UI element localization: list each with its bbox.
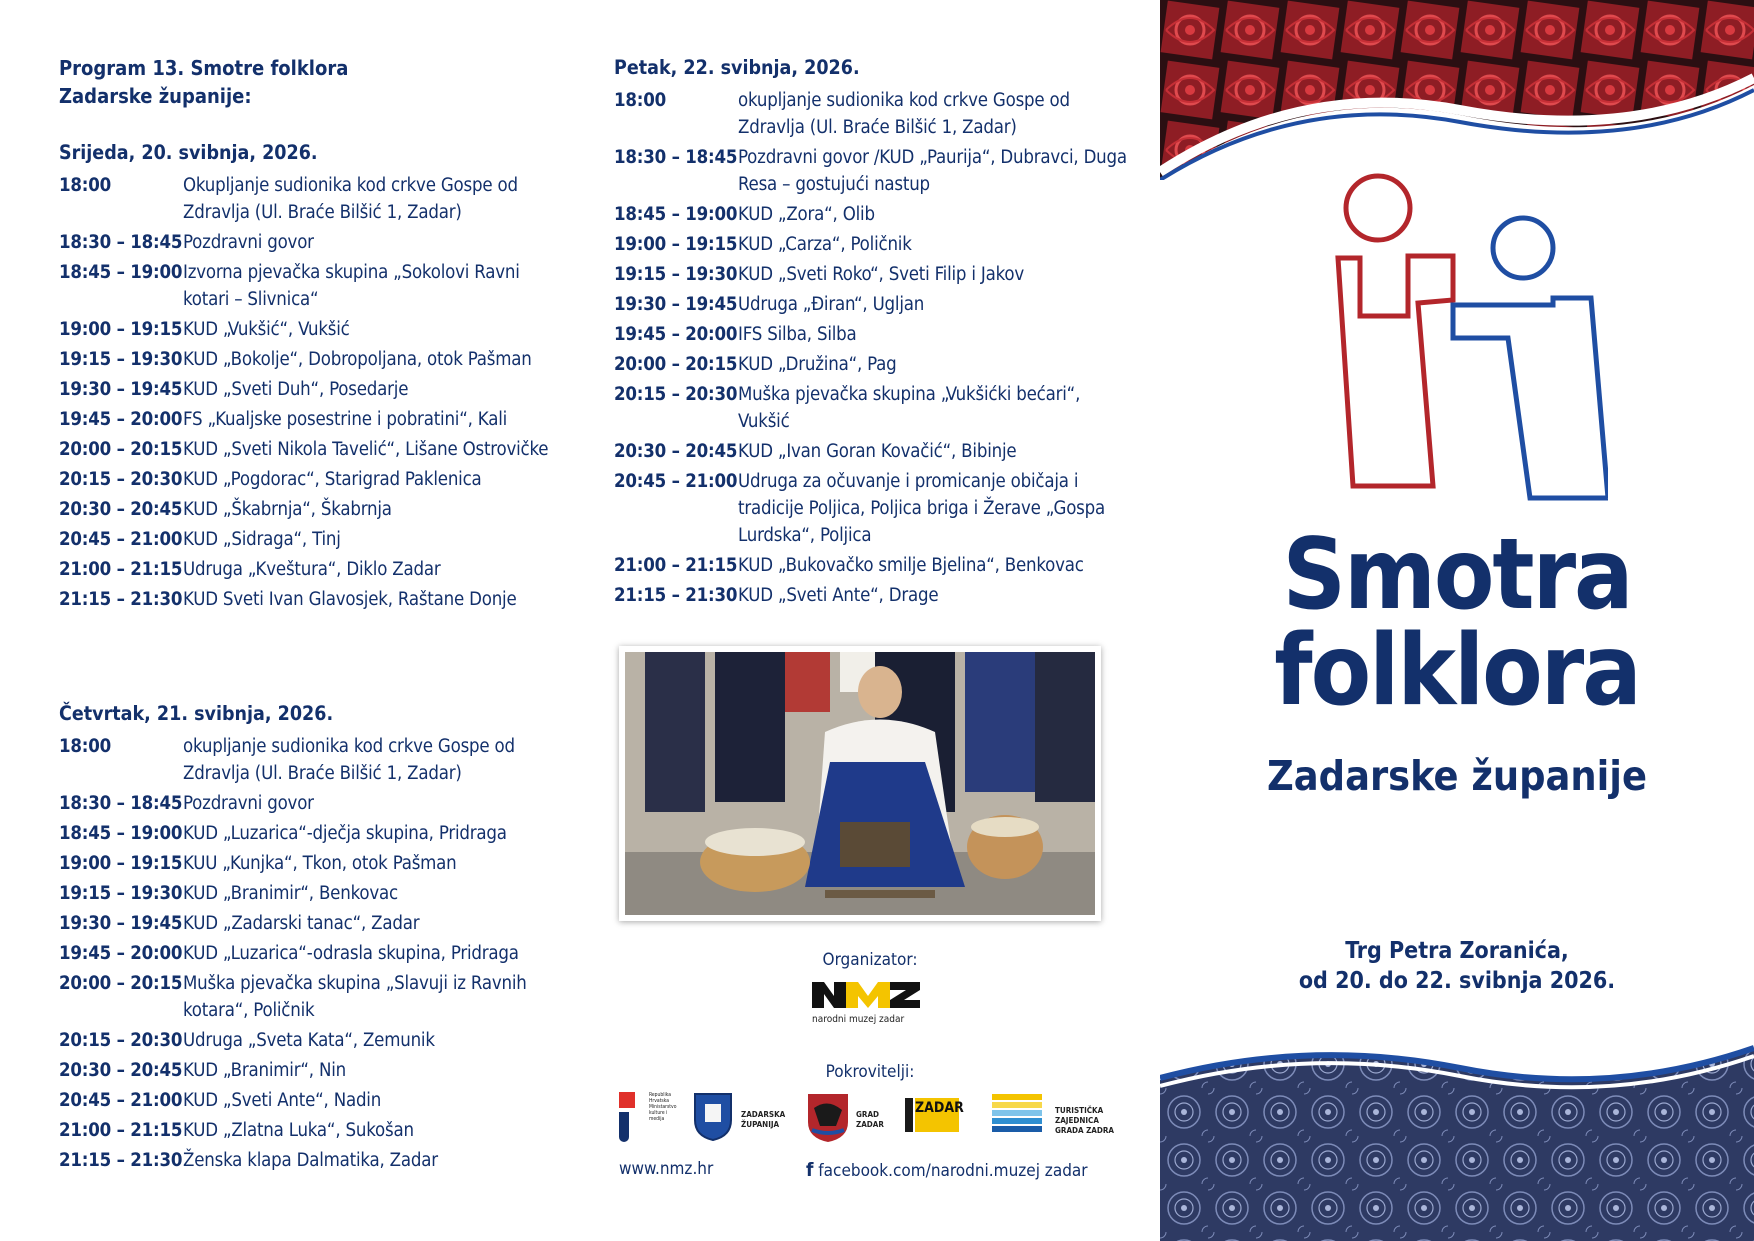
sponsors-label: Pokrovitelji: xyxy=(825,1062,915,1082)
schedule-row xyxy=(59,556,559,586)
facebook-link[interactable] xyxy=(806,1159,1088,1181)
schedule-time: 21:15 – 21:30 xyxy=(59,589,183,610)
brand-title-line2: folklora xyxy=(1274,614,1640,728)
schedule-description: KUU „Kunjka“, Tkon, otok Pašman xyxy=(183,853,457,874)
schedule-time: 21:00 – 21:15 xyxy=(59,1120,183,1141)
schedule-time: 19:00 – 19:15 xyxy=(59,853,183,874)
program-heading-line1: Program 13. Smotre folklora xyxy=(59,56,349,80)
schedule-row xyxy=(59,496,559,526)
schedule-time: 20:15 – 20:30 xyxy=(59,469,183,490)
croatian-flag-icon xyxy=(619,1092,635,1108)
schedule-description: IFS Silba, Silba xyxy=(738,324,857,345)
ministry-mark-icon xyxy=(619,1112,629,1142)
schedule-row xyxy=(614,201,1134,231)
schedule-row xyxy=(59,970,559,1027)
schedule-description: okupljanje sudionika kod crkve Gospe od Zdravlja (Ul. Braće Bilšić 1, Zadar) xyxy=(183,736,515,784)
schedule-row xyxy=(59,316,559,346)
schedule-description: Udruga „Sveta Kata“, Zemunik xyxy=(183,1030,435,1051)
schedule-description: KUD „Sveti Roko“, Sveti Filip i Jakov xyxy=(738,264,1024,285)
schedule-time: 18:30 – 18:45 xyxy=(59,232,183,253)
website-link[interactable]: www.nmz.hr xyxy=(619,1159,714,1179)
schedule-row xyxy=(614,144,1134,201)
bottom-lace-pattern xyxy=(1160,1040,1754,1241)
organizer-label: Organizator: xyxy=(822,950,918,970)
day-friday xyxy=(614,56,1134,612)
schedule-row xyxy=(59,733,559,790)
schedule-row xyxy=(59,406,559,436)
schedule-description: KUD „Pogdorac“, Starigrad Paklenica xyxy=(183,469,482,490)
schedule-row xyxy=(614,231,1134,261)
schedule-row xyxy=(614,261,1134,291)
smotra-folklora-logo xyxy=(1308,168,1608,508)
schedule-time: 20:30 – 20:45 xyxy=(59,499,183,520)
schedule-time: 19:45 – 20:00 xyxy=(614,324,738,345)
schedule-time: 19:30 – 19:45 xyxy=(614,294,738,315)
program-heading-line2: Zadarske županije: xyxy=(59,84,252,108)
schedule-time: 21:15 – 21:30 xyxy=(614,585,738,606)
schedule-time: 18:00 xyxy=(59,736,111,757)
schedule-time: 18:45 – 19:00 xyxy=(614,204,738,225)
nmz-logo-graphic xyxy=(812,978,922,1012)
schedule-description: FS „Kualjske posestrine i pobratini“, Kali xyxy=(183,409,508,430)
schedule-description: KUD „Sveti Nikola Tavelić“, Lišane Ostrovičke xyxy=(183,439,549,460)
schedule-description: KUD „Carza“, Poličnik xyxy=(738,234,912,255)
sponsor-ministry[interactable] xyxy=(619,1092,679,1142)
schedule-row xyxy=(59,940,559,970)
schedule-time: 18:00 xyxy=(614,90,666,111)
schedule-description: KUD „Luzarica“-dječja skupina, Pridraga xyxy=(183,823,507,844)
venue-info xyxy=(1160,936,1754,996)
schedule-description: KUD „Bukovačko smilje Bjelina“, Benkovac xyxy=(738,555,1084,576)
brand-title xyxy=(1160,518,1754,728)
schedule-description: KUD „Družina“, Pag xyxy=(738,354,897,375)
day-title: Četvrtak, 21. svibnja, 2026. xyxy=(59,702,334,725)
schedule-description: KUD „Zora“, Olib xyxy=(738,204,875,225)
schedule-row xyxy=(614,438,1134,468)
schedule-table-wednesday xyxy=(59,172,559,616)
sponsor-tourist-board[interactable] xyxy=(992,1092,1122,1140)
schedule-time: 19:15 – 19:30 xyxy=(59,883,183,904)
day-title: Petak, 22. svibnja, 2026. xyxy=(614,56,860,79)
schedule-time: 20:45 – 21:00 xyxy=(59,529,183,550)
schedule-time: 21:00 – 21:15 xyxy=(59,559,183,580)
schedule-description: Muška pjevačka skupina „Slavuji iz Ravnih kotara“, Poličnik xyxy=(183,973,527,1021)
schedule-row xyxy=(59,790,559,820)
day-wednesday xyxy=(59,141,559,616)
county-text: ZADARSKA ŽUPANIJA xyxy=(741,1110,786,1129)
schedule-description: KUD „Sveti Ante“, Nadin xyxy=(183,1090,382,1111)
schedule-time: 19:30 – 19:45 xyxy=(59,379,183,400)
schedule-row xyxy=(614,87,1134,144)
schedule-row xyxy=(59,1147,559,1177)
schedule-row xyxy=(614,381,1134,438)
folklore-performance-photo xyxy=(619,646,1101,921)
schedule-description: KUD „Branimir“, Nin xyxy=(183,1060,346,1081)
schedule-time: 18:00 xyxy=(59,175,111,196)
schedule-description: okupljanje sudionika kod crkve Gospe od Zdravlja (Ul. Braće Bilšić 1, Zadar) xyxy=(738,90,1070,138)
schedule-time: 18:30 – 18:45 xyxy=(59,793,183,814)
schedule-description: KUD „Sveti Duh“, Posedarje xyxy=(183,379,409,400)
schedule-row xyxy=(59,346,559,376)
schedule-description: Udruga za očuvanje i promicanje običaja i tradicije Poljica, Poljica briga i Žerave „Gospa Lurdska“, Poljica xyxy=(738,471,1106,546)
schedule-row xyxy=(59,1117,559,1147)
schedule-row xyxy=(614,552,1134,582)
schedule-time: 19:45 – 20:00 xyxy=(59,409,183,430)
brand-title-line1: Smotra xyxy=(1282,518,1632,632)
schedule-time: 19:30 – 19:45 xyxy=(59,913,183,934)
schedule-row xyxy=(614,351,1134,381)
schedule-time: 20:00 – 20:15 xyxy=(59,439,183,460)
schedule-row xyxy=(59,880,559,910)
schedule-time: 20:30 – 20:45 xyxy=(59,1060,183,1081)
schedule-time: 19:00 – 19:15 xyxy=(59,319,183,340)
schedule-time: 18:30 – 18:45 xyxy=(614,147,738,168)
schedule-description: KUD „Sidraga“, Tinj xyxy=(183,529,341,550)
schedule-row xyxy=(614,468,1134,552)
schedule-time: 20:30 – 20:45 xyxy=(614,441,738,462)
city-coat-of-arms-icon xyxy=(806,1092,850,1144)
schedule-row xyxy=(59,172,559,229)
venue-line2: od 20. do 22. svibnja 2026. xyxy=(1298,968,1616,994)
schedule-time: 18:45 – 19:00 xyxy=(59,262,183,283)
schedule-description: KUD „Zlatna Luka“, Sukošan xyxy=(183,1120,414,1141)
schedule-description: KUD „Branimir“, Benkovac xyxy=(183,883,398,904)
schedule-time: 18:45 – 19:00 xyxy=(59,823,183,844)
schedule-time: 19:15 – 19:30 xyxy=(59,349,183,370)
schedule-time: 21:15 – 21:30 xyxy=(59,1150,183,1171)
day-title: Srijeda, 20. svibnja, 2026. xyxy=(59,141,318,164)
schedule-row xyxy=(59,1027,559,1057)
schedule-time: 20:15 – 20:30 xyxy=(59,1030,183,1051)
serija-bar-icon xyxy=(905,1098,913,1132)
cover-panel xyxy=(1160,0,1754,1241)
sponsor-county[interactable] xyxy=(693,1092,793,1146)
schedule-row xyxy=(59,1087,559,1117)
schedule-description: Okupljanje sudionika kod crkve Gospe od Zdravlja (Ul. Braće Bilšić 1, Zadar) xyxy=(183,175,518,223)
schedule-row xyxy=(614,291,1134,321)
nmz-caption: narodni muzej zadar xyxy=(812,1014,905,1025)
county-coat-of-arms-icon xyxy=(693,1092,733,1142)
schedule-description: KUD „Luzarica“-odrasla skupina, Pridraga xyxy=(183,943,519,964)
schedule-time: 19:45 – 20:00 xyxy=(59,943,183,964)
serija-text: ZADAR xyxy=(915,1100,964,1116)
schedule-row xyxy=(614,321,1134,351)
ministry-text: Republika Hrvatska Ministarstvo kulture i medija xyxy=(649,1092,677,1122)
schedule-time: 19:00 – 19:15 xyxy=(614,234,738,255)
schedule-row xyxy=(59,526,559,556)
schedule-time: 21:00 – 21:15 xyxy=(614,555,738,576)
schedule-description: Pozdravni govor xyxy=(183,793,314,814)
schedule-description: Pozdravni govor xyxy=(183,232,314,253)
schedule-row xyxy=(59,910,559,940)
brand-subtitle: Zadarske županije xyxy=(1267,752,1647,800)
day-thursday xyxy=(59,702,559,1177)
tourist-board-stripes-icon xyxy=(992,1092,1042,1136)
top-embroidery-pattern xyxy=(1160,0,1754,180)
schedule-description: KUD „Sveti Ante“, Drage xyxy=(738,585,939,606)
schedule-row xyxy=(59,850,559,880)
tourist-board-text: TURISTIČKA ZAJEDNICA GRADA ZADRA xyxy=(1055,1106,1114,1135)
schedule-table-friday xyxy=(614,87,1134,612)
facebook-icon: f xyxy=(806,1159,814,1181)
schedule-time: 19:15 – 19:30 xyxy=(614,264,738,285)
schedule-description: Izvorna pjevačka skupina „Sokolovi Ravni kotari – Slivnica“ xyxy=(183,262,520,310)
schedule-description: Ženska klapa Dalmatika, Zadar xyxy=(183,1150,438,1171)
venue-line1: Trg Petra Zoranića, xyxy=(1345,938,1569,964)
schedule-row xyxy=(59,466,559,496)
schedule-table-thursday xyxy=(59,733,559,1177)
schedule-description: Pozdravni govor /KUD „Paurija“, Dubravci, Duga Resa – gostujući nastup xyxy=(738,147,1127,195)
facebook-link-text: facebook.com/narodni.muzej zadar xyxy=(818,1161,1088,1181)
schedule-description: KUD Sveti Ivan Glavosjek, Raštane Donje xyxy=(183,589,517,610)
schedule-time: 20:45 – 21:00 xyxy=(614,471,738,492)
schedule-description: KUD „Vukšić“, Vukšić xyxy=(183,319,350,340)
schedule-time: 20:00 – 20:15 xyxy=(614,354,738,375)
schedule-description: KUD „Bokolje“, Dobropoljana, otok Pašman xyxy=(183,349,532,370)
schedule-row xyxy=(59,376,559,406)
schedule-description: KUD „Ivan Goran Kovačić“, Bibinje xyxy=(738,441,1017,462)
schedule-row xyxy=(59,259,559,316)
schedule-time: 20:15 – 20:30 xyxy=(614,384,738,405)
schedule-description: Muška pjevačka skupina „Vukšićki bećari“, Vukšić xyxy=(738,384,1081,432)
schedule-time: 20:45 – 21:00 xyxy=(59,1090,183,1111)
schedule-row xyxy=(59,1057,559,1087)
schedule-description: KUD „Zadarski tanac“, Zadar xyxy=(183,913,420,934)
schedule-description: Udruga „Điran“, Ugljan xyxy=(738,294,925,315)
schedule-row xyxy=(59,820,559,850)
sponsor-city[interactable] xyxy=(806,1092,896,1148)
schedule-row xyxy=(614,582,1134,612)
city-text: GRAD ZADAR xyxy=(856,1110,884,1129)
schedule-description: KUD „Škabrnja“, Škabrnja xyxy=(183,499,392,520)
serija-logo xyxy=(905,1092,965,1134)
schedule-row xyxy=(59,436,559,466)
schedule-row xyxy=(59,229,559,259)
sponsor-serija[interactable] xyxy=(905,1092,965,1134)
schedule-row xyxy=(59,586,559,616)
schedule-description: Udruga „Kveštura“, Diklo Zadar xyxy=(183,559,441,580)
schedule-time: 20:00 – 20:15 xyxy=(59,973,183,994)
